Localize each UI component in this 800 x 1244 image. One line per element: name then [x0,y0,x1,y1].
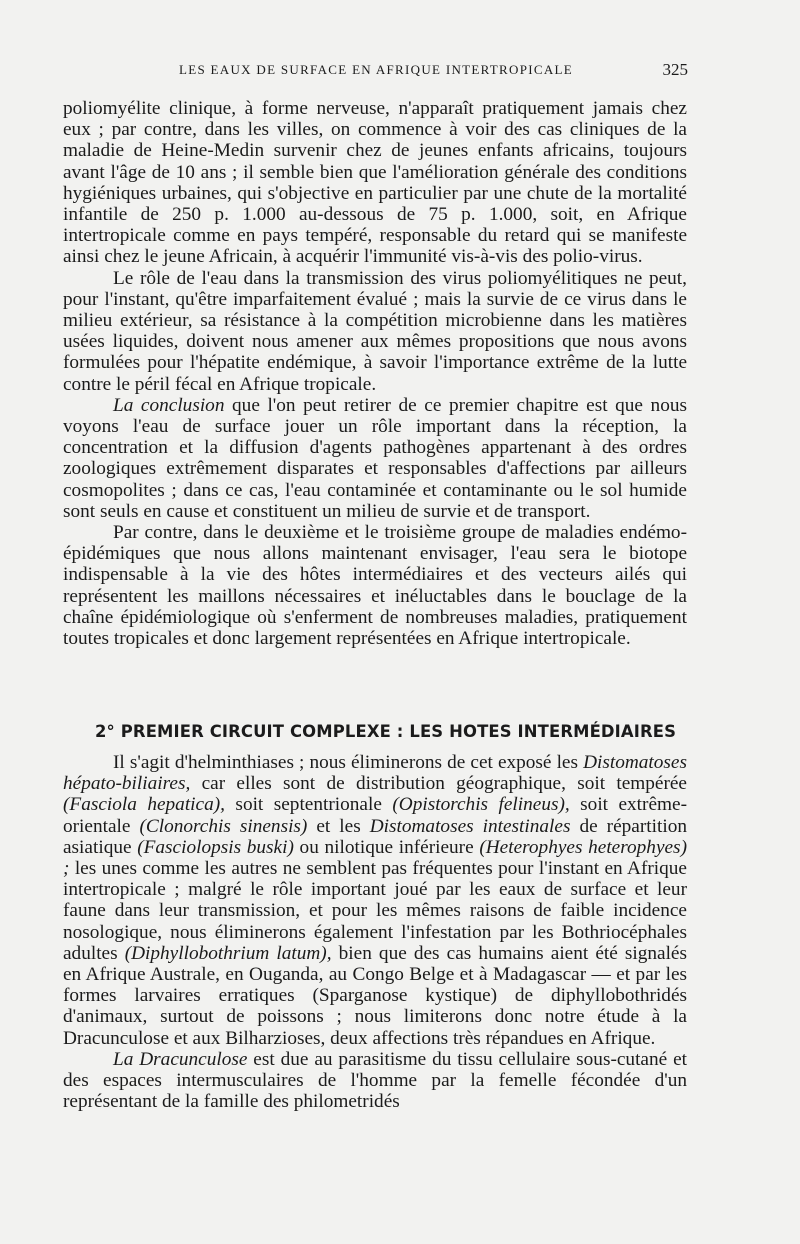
paragraph-3-lead: La conclusion [113,394,225,416]
p5-text: car elles sont de distribution géographique, soit tempérée [190,773,687,795]
paragraph-3-text: que l'on peut retirer de ce premier chapitre est que nous voyons l'eau de surface jouer un rôle important dans la réception, la concentration et la diffusion d'agents pathogènes appartenant à des ordres zoologiques extrêmement disparates et responsables d'affections par ailleurs cosmopolites ; dans ce cas, l'eau contaminée et contaminante ou le sol humide sont seuls en cause et constituent un milieu de survie et de transport. [63,394,687,522]
paragraph-5 [63,752,687,1049]
p5-text: Il s'agit d'helminthiases ; nous éliminerons de cet exposé les [113,752,584,773]
p5-italic: Distomatoses hépato-biliaires, [63,752,687,795]
body-text-top [63,98,687,649]
p5-text: ou nilotique inférieure [293,836,480,858]
paragraph-6-text: est due au parasitisme du tissu cellulaire sous-cutané et des espaces intermusculaires de l'homme par la femelle fécondée d'un représentant de la famille des philometridés [63,1048,687,1113]
p5-text: bien que des cas humains aient été signalés en Afrique Australe, en Ouganda, au Congo Belge et à Madagascar — et par les formes larvaires erratiques (Sparganose kystique) de diphyllobothridés d'animaux, surtout de poissons ; nous limiterons donc notre étude à la Dracunculose et aux Bilharzioses, deux affections très répandues en Afrique. [63,942,687,1049]
p5-italic: (Fasciola hepatica), [63,794,225,816]
paragraph-2: Le rôle de l'eau dans la transmission des virus poliomyélitiques ne peut, pour l'instant, qu'être imparfaitement évalué ; mais la survie de ce virus dans le milieu extérieur, sa résistance à la compétition microbienne dans les matières usées liquides, doivent nous amener aux mêmes propositions que nous avons formulées pour l'hépatite endémique, à savoir l'importance extrême de la lutte contre le péril fécal en Afrique tropicale. [63,267,687,395]
p5-text: et les [307,815,370,837]
paragraph-6 [63,1049,687,1113]
paragraph-3 [63,395,687,522]
paragraph-6-lead: La Dracunculose [113,1048,248,1070]
section-heading: 2° PREMIER CIRCUIT COMPLEXE : LES HOTES INTERMÉDIAIRES [95,722,677,741]
running-title: LES EAUX DE SURFACE EN AFRIQUE INTERTROPICALE [178,62,574,77]
p5-italic: (Clonorchis sinensis) [139,815,308,837]
p5-italic: (Heterophyes heterophyes) ; [63,836,687,880]
p5-italic: (Diphyllobothrium latum), [124,942,332,964]
paragraph-1: poliomyélite clinique, à forme nerveuse, n'apparaît pratiquement jamais chez eux ; par contre, dans les villes, on commence à voir des cas cliniques de la maladie de Heine-Medin survenir chez de jeunes enfants africains, toujours avant l'âge de 10 ans ; il semble bien que l'amélioration générale des conditions hygiéniques urbaines, qui s'objective en particulier par une chute de la mortalité infantile de 250 p. 1.000 au-dessous de 75 p. 1.000, soit, en Afrique intertropicale comme en pays tempéré, responsable du retard qui se manifeste ainsi chez le jeune Africain, à acquérir l'immunité vis-à-vis des polio-virus. [63,98,687,268]
p5-italic: Distomatoses intestinales [369,815,571,837]
body-text-bottom [63,752,687,1112]
paragraph-4: Par contre, dans le deuxième et le troisième groupe de maladies endémo-épidémiques que nous allons maintenant envisager, l'eau sera le biotope indispensable à la vie des hôtes intermédiaires et des vecteurs ailés qui représentent les maillons nécessaires et inéluctables dans le bouclage de la chaîne épidémiologique où s'enferment de nombreuses maladies, pratiquement toutes tropicales et donc largement représentées en Afrique intertropicale. [63,522,687,650]
p5-text: les unes comme les autres ne semblent pas fréquentes pour l'instant en Afrique intertropicale ; malgré le rôle important joué par les eaux de surface et leur faune dans leur transmission, et pour les mêmes raisons de faible incidence nosologique, nous éliminerons également l'infestation par les Bothriocéphales adultes [63,858,687,964]
page-number: 325 [662,60,688,79]
p5-italic: (Opistorchis felineus), [392,794,570,816]
p5-text: de répartition asiatique [63,815,687,858]
running-header [64,62,688,78]
p5-text: soit extrême-orientale [63,794,687,837]
p5-text: soit septentrionale [224,794,393,816]
p5-italic: (Fasciolopsis buski) [137,836,294,858]
